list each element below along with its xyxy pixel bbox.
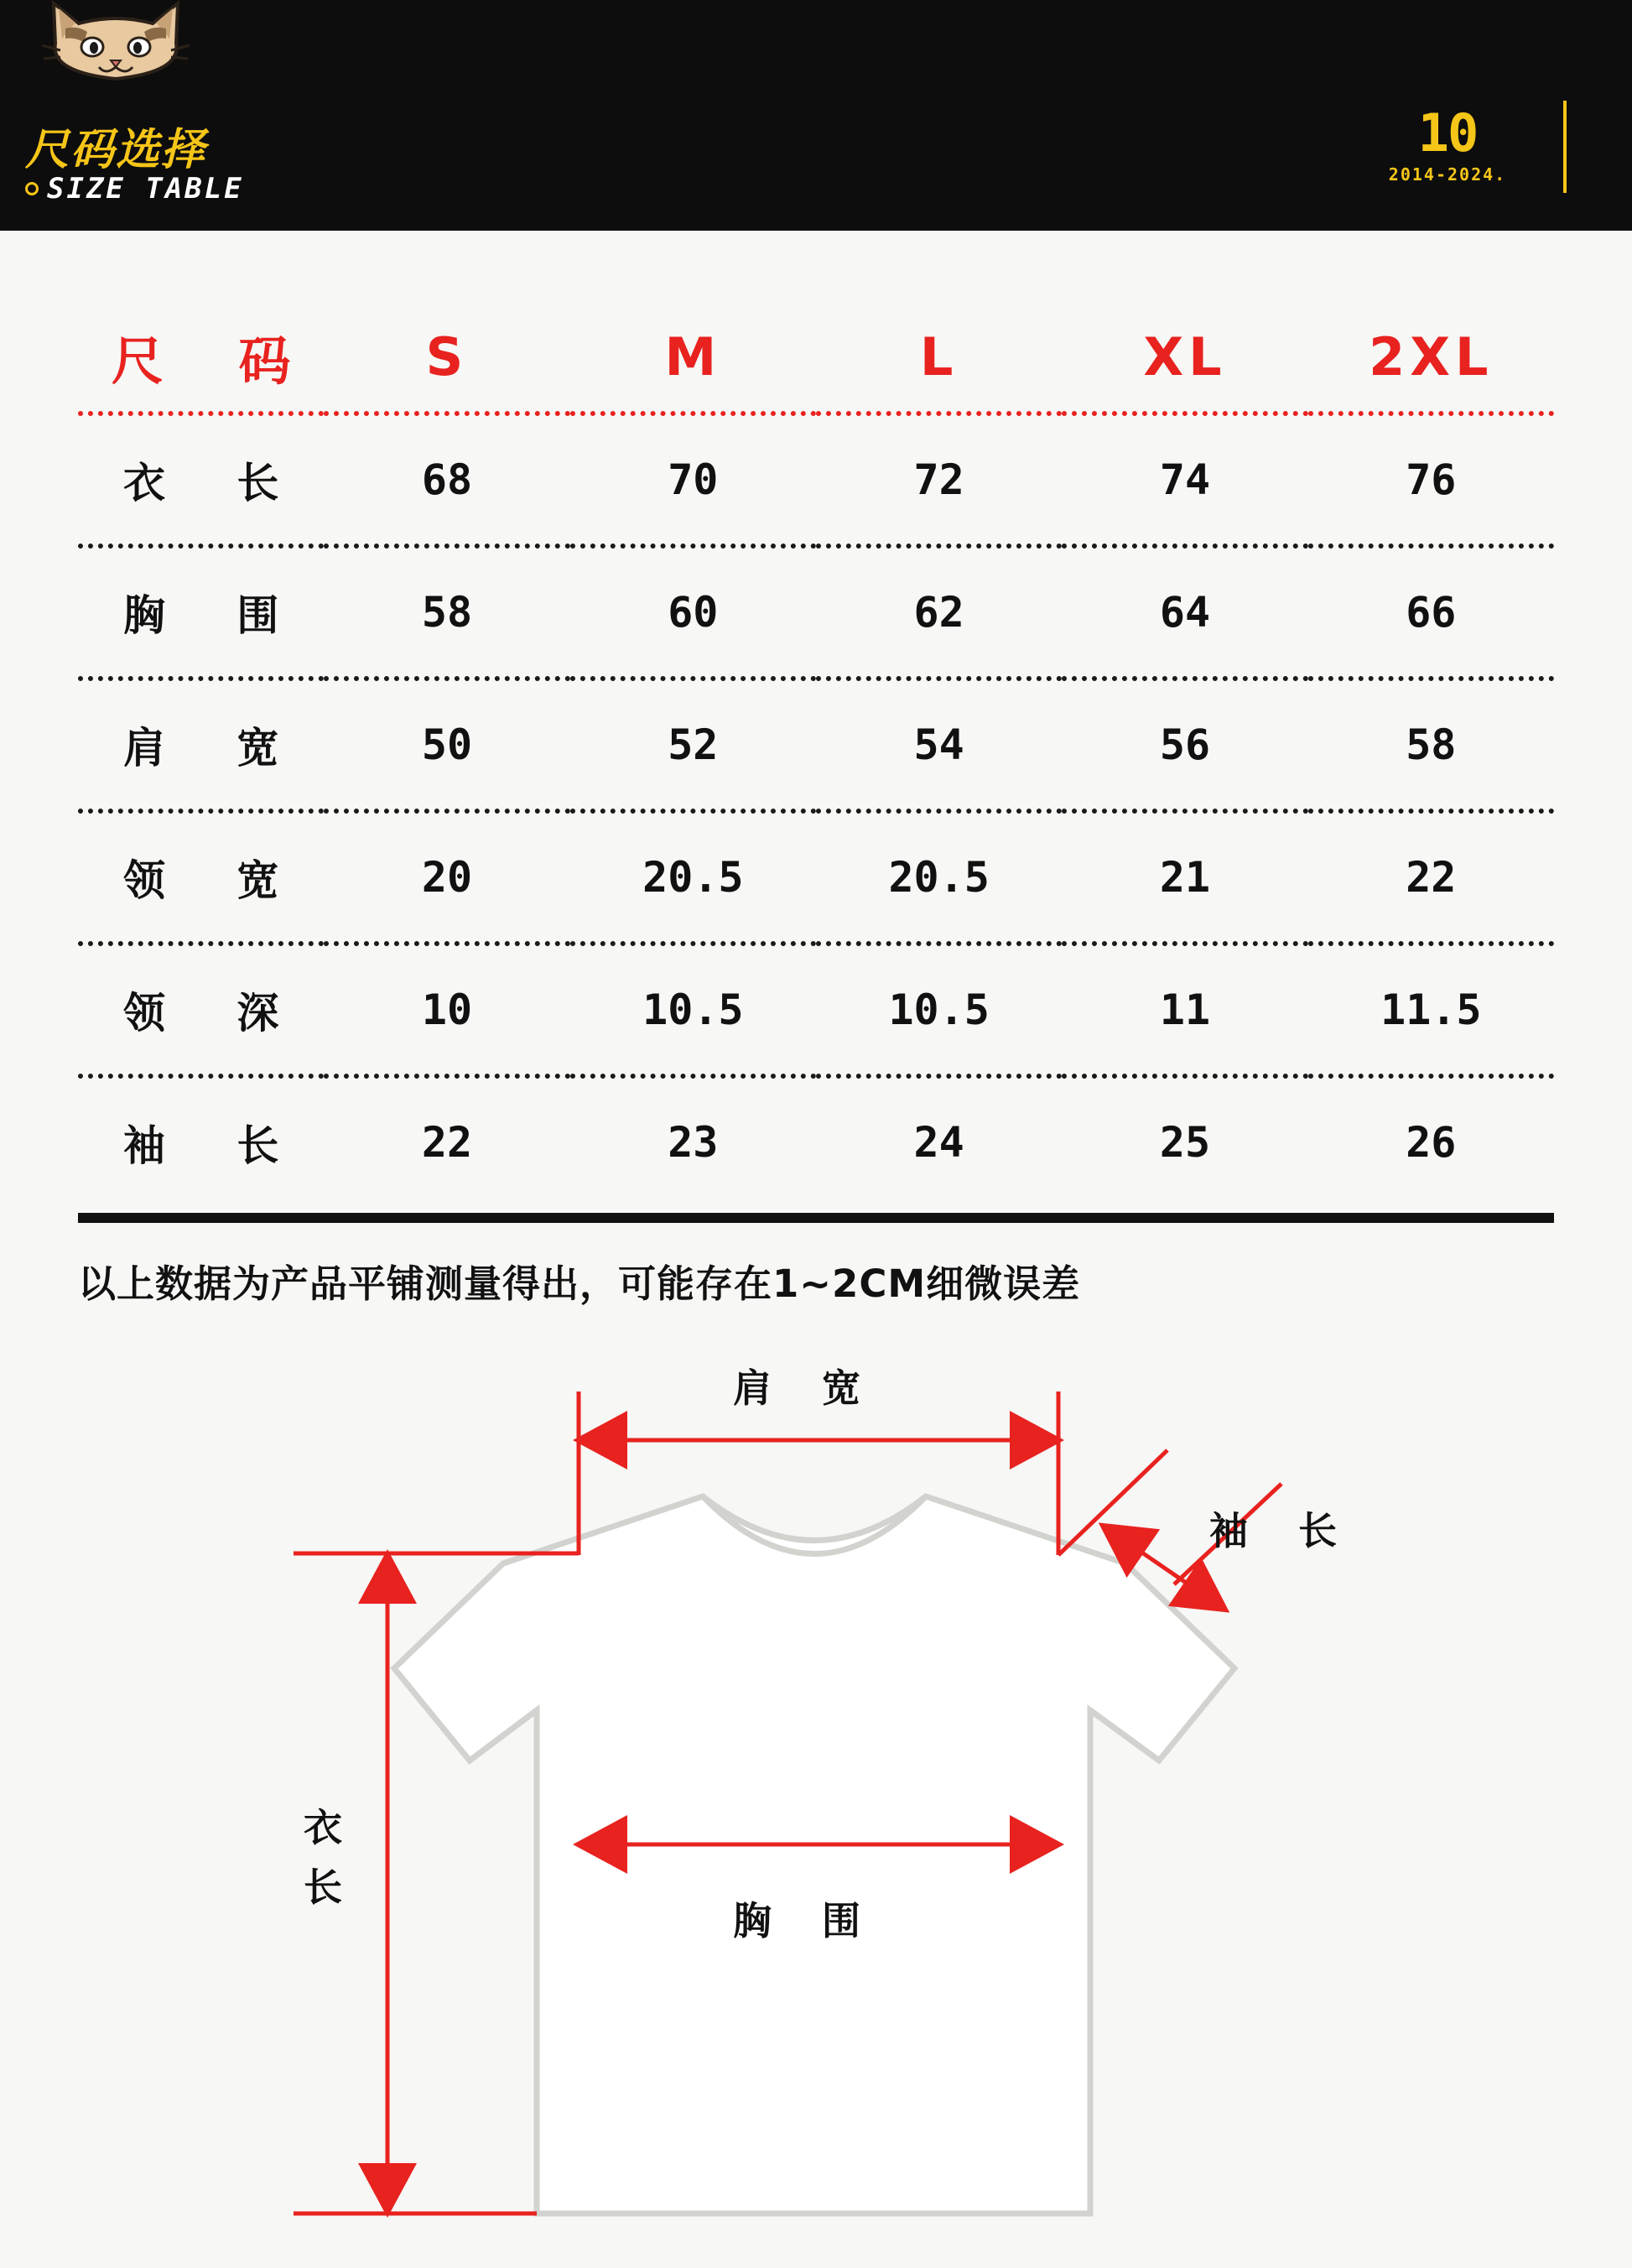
page-subtitle-text: SIZE TABLE bbox=[47, 172, 244, 205]
cell-neck-depth-s: 10 bbox=[421, 986, 473, 1034]
length-label-char2: 长 bbox=[304, 1865, 342, 1911]
tshirt-diagram bbox=[0, 1341, 1632, 2230]
tshirt-outline bbox=[394, 1496, 1234, 2213]
tshirt-diagram-svg bbox=[0, 1341, 1632, 2230]
cell-chest-l: 62 bbox=[913, 588, 964, 637]
row-label-sleeve: 袖 长 bbox=[122, 1121, 308, 1170]
table-row bbox=[78, 679, 1554, 811]
header-cell-xl: XL bbox=[1143, 325, 1227, 388]
cell-shoulder-2xl: 58 bbox=[1406, 720, 1457, 769]
cell-sleeve-l: 24 bbox=[913, 1118, 964, 1167]
header-divider bbox=[1563, 101, 1567, 193]
header-cell-s: S bbox=[425, 325, 469, 388]
table-bottom-rule bbox=[78, 1213, 1554, 1223]
cell-sleeve-s: 22 bbox=[421, 1118, 473, 1167]
table-row bbox=[78, 811, 1554, 944]
table-row bbox=[78, 944, 1554, 1076]
chest-label: 胸 围 bbox=[733, 1898, 880, 1943]
cell-chest-s: 58 bbox=[421, 588, 473, 637]
size-table-head bbox=[78, 302, 1554, 414]
row-label-chest: 胸 围 bbox=[122, 591, 308, 640]
header-cell-m: M bbox=[664, 325, 722, 388]
anniversary-years: 2014-2024. bbox=[1388, 164, 1507, 185]
cell-chest-m: 60 bbox=[668, 588, 719, 637]
header-cell-label: 尺 码 bbox=[111, 330, 320, 392]
cell-neck-depth-l: 10.5 bbox=[888, 986, 990, 1034]
cell-neck-width-l: 20.5 bbox=[888, 853, 990, 902]
bullet-circle-icon bbox=[25, 182, 39, 195]
cell-neck-width-m: 20.5 bbox=[642, 853, 744, 902]
cell-shoulder-s: 50 bbox=[421, 720, 473, 769]
header-cell-2xl: 2XL bbox=[1369, 325, 1494, 388]
length-label-char1: 衣 bbox=[304, 1805, 342, 1850]
page-title: 尺码选择 bbox=[25, 125, 207, 175]
cell-shoulder-xl: 56 bbox=[1159, 720, 1211, 769]
cell-neck-width-s: 20 bbox=[421, 853, 473, 902]
page-subtitle bbox=[25, 172, 244, 205]
cell-sleeve-xl: 25 bbox=[1159, 1118, 1211, 1167]
table-row bbox=[78, 1076, 1554, 1206]
cell-neck-width-2xl: 22 bbox=[1406, 853, 1457, 902]
table-row bbox=[78, 414, 1554, 546]
size-sheet bbox=[0, 231, 1632, 2230]
row-label-neck-depth: 领 深 bbox=[122, 989, 308, 1038]
cell-neck-depth-m: 10.5 bbox=[642, 986, 744, 1034]
row-label-shoulder: 肩 宽 bbox=[122, 724, 308, 772]
anniversary-badge bbox=[1364, 102, 1531, 185]
cell-length-m: 70 bbox=[668, 455, 719, 504]
size-table-body bbox=[78, 414, 1554, 1206]
cell-chest-xl: 64 bbox=[1159, 588, 1211, 637]
cell-neck-depth-2xl: 11.5 bbox=[1380, 986, 1482, 1034]
header-cell-l: L bbox=[919, 325, 959, 388]
cell-shoulder-l: 54 bbox=[913, 720, 964, 769]
measurement-note: 以上数据为产品平铺测量得出，可能存在1~2CM细微误差 bbox=[78, 1261, 1081, 1306]
cell-length-s: 68 bbox=[421, 455, 473, 504]
cell-neck-depth-xl: 11 bbox=[1159, 986, 1211, 1034]
size-table bbox=[78, 302, 1554, 1206]
row-label-neck-width: 领 宽 bbox=[122, 856, 308, 905]
row-label-length: 衣 长 bbox=[122, 459, 308, 507]
sleeve-label: 袖 长 bbox=[1209, 1508, 1356, 1553]
cell-length-2xl: 76 bbox=[1406, 455, 1457, 504]
cell-sleeve-m: 23 bbox=[668, 1118, 719, 1167]
cell-length-xl: 74 bbox=[1159, 455, 1211, 504]
table-row bbox=[78, 546, 1554, 679]
anniversary-number: 10 bbox=[1417, 102, 1478, 164]
cell-sleeve-2xl: 26 bbox=[1406, 1118, 1457, 1167]
cell-shoulder-m: 52 bbox=[668, 720, 719, 769]
size-table-header-row bbox=[78, 302, 1554, 414]
cell-neck-width-xl: 21 bbox=[1159, 853, 1211, 902]
cat-mascot-icon bbox=[40, 0, 191, 104]
page-header bbox=[0, 0, 1632, 231]
cell-length-l: 72 bbox=[913, 455, 964, 504]
cell-chest-2xl: 66 bbox=[1406, 588, 1457, 637]
length-label bbox=[298, 1798, 348, 1918]
shoulder-label: 肩 宽 bbox=[733, 1365, 880, 1411]
